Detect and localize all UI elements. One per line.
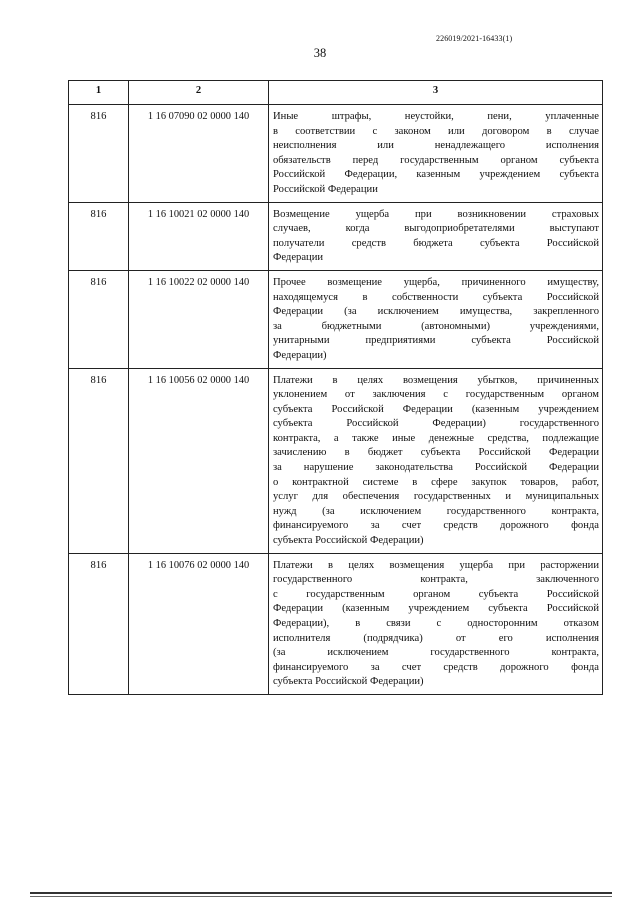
kbk-code-cell: 1 16 10076 02 0000 140 [129,553,269,694]
description-line: Возмещение ущерба при возникновении страховых [273,208,599,220]
kbk-code-cell: 1 16 10021 02 0000 140 [129,202,269,270]
description-line: Прочее возмещение ущерба, причиненного имуществу, [273,276,599,288]
table-row [69,202,603,270]
table-row [69,270,603,368]
description-line: за нарушение законодательства Российской Федерации [273,462,599,474]
description-line: услуг для обеспечения государственных и муниципальных [273,491,599,503]
kbk-code-cell: 1 16 10056 02 0000 140 [129,368,269,553]
kbk-code-cell: 1 16 10022 02 0000 140 [129,270,269,368]
description-cell [269,368,603,553]
description-cell [269,202,603,270]
description-line: (за исключением государственного контракта, [273,647,599,659]
description-line: Платежи в целях возмещения убытков, причиненных [273,374,599,386]
description-line: финансируемого за счет средств дорожного фонда [273,661,599,673]
admin-code-cell: 816 [69,202,129,270]
description-line: Федерации [273,252,324,264]
table-row [69,368,603,553]
description-line: Федерации) [273,349,327,361]
description-line: исполнителя (подрядчика) от его исполнения [273,632,599,644]
table-body [69,105,603,695]
description-line: находящемуся в собственности субъекта Российской [273,291,599,303]
kbk-code-cell: 1 16 07090 02 0000 140 [129,105,269,203]
column-header-3: 3 [269,81,603,105]
description-line: за бюджетными (автономными) учреждениями, [273,320,599,332]
description-line: Платежи в целях возмещения ущерба при расторжении [273,559,599,571]
description-line: финансируемого за счет средств дорожного фонда [273,520,599,532]
bottom-rule [30,892,612,894]
description-cell [269,270,603,368]
admin-code-cell: 816 [69,368,129,553]
description-line: субъекта Российской Федерации (казенным учреждением [273,403,599,415]
description-line: государственного контракта, заключенного [273,574,599,586]
column-header-1: 1 [69,81,129,105]
description-line: субъекта Российской Федерации) [273,676,424,688]
admin-code-cell: 816 [69,105,129,203]
description-line: унитарными предприятиями субъекта Российской [273,335,599,347]
description-line: Российской Федерации, казенным учреждением субъекта [273,169,599,181]
description-line: Иные штрафы, неустойки, пени, уплаченные [273,111,599,122]
description-line: в соответствии с законом или договором в случае [273,125,599,137]
description-line: получатели средств бюджета субъекта Российской [273,237,599,249]
description-line: о контрактной системе в сфере закупок товаров, работ, [273,476,599,488]
description-line: случаев, когда выгодоприобретателями выступают [273,223,599,235]
page-number: 38 [313,46,327,60]
description-line: нужд (за исключением государственного контракта, [273,505,599,517]
description-line: контракта, а также иные денежные средства, подлежащие [273,432,599,444]
bottom-rule-thin [30,896,612,897]
description-line: субъекта Российской Федерации) государственного [273,418,599,430]
table-row [69,553,603,694]
admin-code-cell: 816 [69,270,129,368]
description-line: неисполнения или ненадлежащего исполнения [273,140,599,152]
description-line: Федерации (за исключением имущества, закрепленного [273,306,599,318]
description-line: субъекта Российской Федерации) [273,535,424,547]
description-line: уклонением от заключения с государственным органом [273,389,599,401]
column-header-2: 2 [129,81,269,105]
description-line: с государственным органом субъекта Российской [273,588,599,600]
description-cell [269,553,603,694]
description-line: обязательств перед государственным органом субъекта [273,154,599,166]
admin-code-cell: 816 [69,553,129,694]
description-cell [269,105,603,203]
description-line: Федерации), в связи с односторонним отказом [273,618,599,629]
description-line: Российской Федерации [273,183,378,195]
revenue-codes-table [68,80,603,695]
description-line: зачислению в бюджет субъекта Российской Федерации [273,447,599,459]
table-header-row [69,81,603,105]
description-line: Федерации (казенным учреждением субъекта Российской [273,603,599,615]
table-row [69,105,603,203]
document-registration-number: 226019/2021-16433(1) [436,34,513,43]
